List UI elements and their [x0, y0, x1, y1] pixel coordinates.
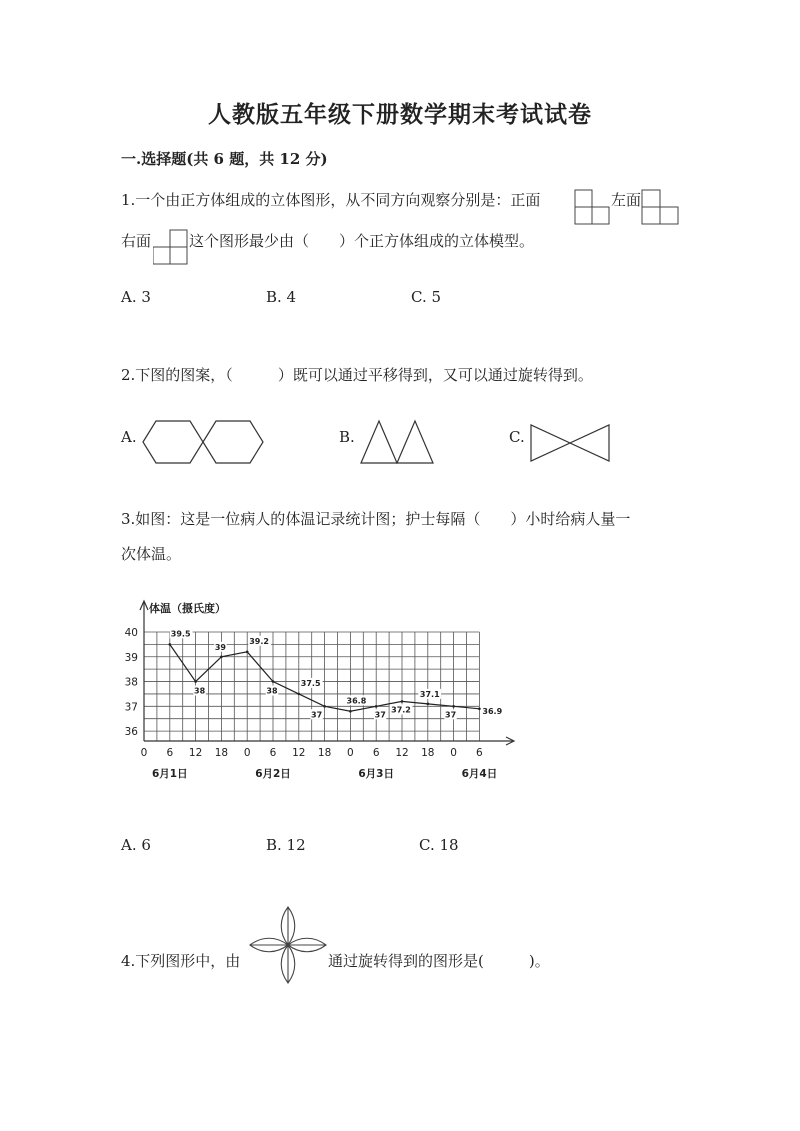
y-tick-label: 40: [124, 627, 138, 639]
x-tick-label: 6: [166, 747, 174, 759]
triangles-figure: [358, 418, 438, 466]
data-point: [272, 680, 275, 683]
x-tick-label: 12: [188, 747, 203, 759]
x-tick-label: 6: [269, 747, 277, 759]
q4-text-b: 通过旋转得到的图形是( )。: [328, 952, 550, 970]
data-point: [246, 651, 249, 654]
x-tick-label: 6: [372, 747, 380, 759]
page-title: 人教版五年级下册数学期末考试试卷: [208, 101, 592, 128]
q2-option-c[interactable]: C.: [509, 428, 525, 446]
q1-text-a: 1.一个由正方体组成的立体图形，从不同方向观察分别是：正面: [121, 191, 541, 209]
data-point: [194, 680, 197, 683]
day-label: 6月3日: [358, 768, 395, 780]
q1-option-a[interactable]: A. 3: [121, 288, 151, 306]
q1-text-c: 右面: [121, 232, 152, 250]
chart-title: 体温（摄氏度）: [149, 602, 226, 615]
day-label: 6月1日: [151, 768, 188, 780]
data-label: 38: [266, 686, 278, 696]
q2-text: 2.下图的图案，（ ）既可以通过平移得到，又可以通过旋转得到。: [121, 366, 593, 384]
x-tick-label: 18: [421, 747, 435, 759]
q1-option-c[interactable]: C. 5: [411, 288, 442, 306]
data-point: [220, 655, 223, 658]
right-view-figure: [153, 229, 189, 267]
four-petal-flower-figure: [248, 905, 328, 985]
hexagons-figure: [140, 418, 268, 466]
x-tick-label: 6: [476, 747, 483, 759]
bowtie-figure: [528, 422, 612, 464]
y-tick-label: 37: [124, 701, 138, 714]
data-point: [478, 707, 481, 710]
y-tick-label: 38: [124, 676, 138, 689]
temperature-chart: [120, 596, 530, 786]
data-label: 37.2: [391, 705, 411, 715]
left-view-figure: [640, 189, 680, 227]
data-label: 37.5: [300, 678, 321, 688]
data-point: [401, 700, 404, 703]
day-label: 6月2日: [255, 768, 291, 780]
data-point: [452, 705, 455, 708]
q2-option-b[interactable]: B.: [339, 428, 355, 446]
y-tick-label: 36: [124, 726, 138, 739]
data-label: 37: [374, 710, 386, 720]
data-point: [323, 705, 326, 708]
data-point: [427, 703, 430, 706]
data-label: 37: [445, 710, 457, 720]
q1-option-b[interactable]: B. 4: [266, 288, 297, 306]
day-label: 6月4日: [461, 768, 498, 780]
data-label: 39: [214, 642, 226, 652]
q3-option-c[interactable]: C. 18: [419, 836, 459, 854]
data-label: 36.9: [482, 706, 503, 716]
data-label: 39.2: [249, 636, 269, 646]
data-point: [349, 710, 352, 713]
x-tick-label: 0: [243, 747, 251, 759]
data-point: [298, 693, 301, 696]
data-label: 37.1: [419, 689, 440, 699]
q1-text-d: 这个图形最少由（ ）个正方体组成的立体模型。: [189, 232, 535, 250]
data-label: 36.8: [346, 696, 367, 706]
x-tick-label: 12: [395, 747, 409, 759]
data-label: 38: [194, 686, 206, 696]
data-point: [375, 705, 378, 708]
x-tick-label: 0: [140, 747, 148, 759]
q3-line2: 次体温。: [121, 545, 182, 563]
x-tick-label: 12: [292, 747, 306, 759]
y-tick-label: 39: [124, 651, 138, 664]
data-label: 39.5: [170, 629, 191, 639]
q3-option-b[interactable]: B. 12: [266, 836, 306, 854]
data-label: 37: [311, 710, 323, 720]
data-point: [169, 643, 172, 646]
x-tick-label: 0: [347, 747, 354, 759]
x-tick-label: 0: [450, 747, 457, 759]
q3-line1: 3.如图：这是一位病人的体温记录统计图；护士每隔（ ）小时给病人量一: [121, 510, 631, 528]
section-heading: 一.选择题(共 6 题，共 12 分): [121, 150, 328, 168]
front-view-figure: [572, 189, 610, 227]
q3-option-a[interactable]: A. 6: [121, 836, 151, 854]
x-tick-label: 18: [214, 747, 229, 759]
q4-text-a: 4.下列图形中，由: [121, 952, 241, 970]
q1-text-b: 左面: [611, 191, 642, 209]
q2-option-a[interactable]: A.: [121, 428, 137, 446]
x-tick-label: 18: [317, 747, 332, 759]
